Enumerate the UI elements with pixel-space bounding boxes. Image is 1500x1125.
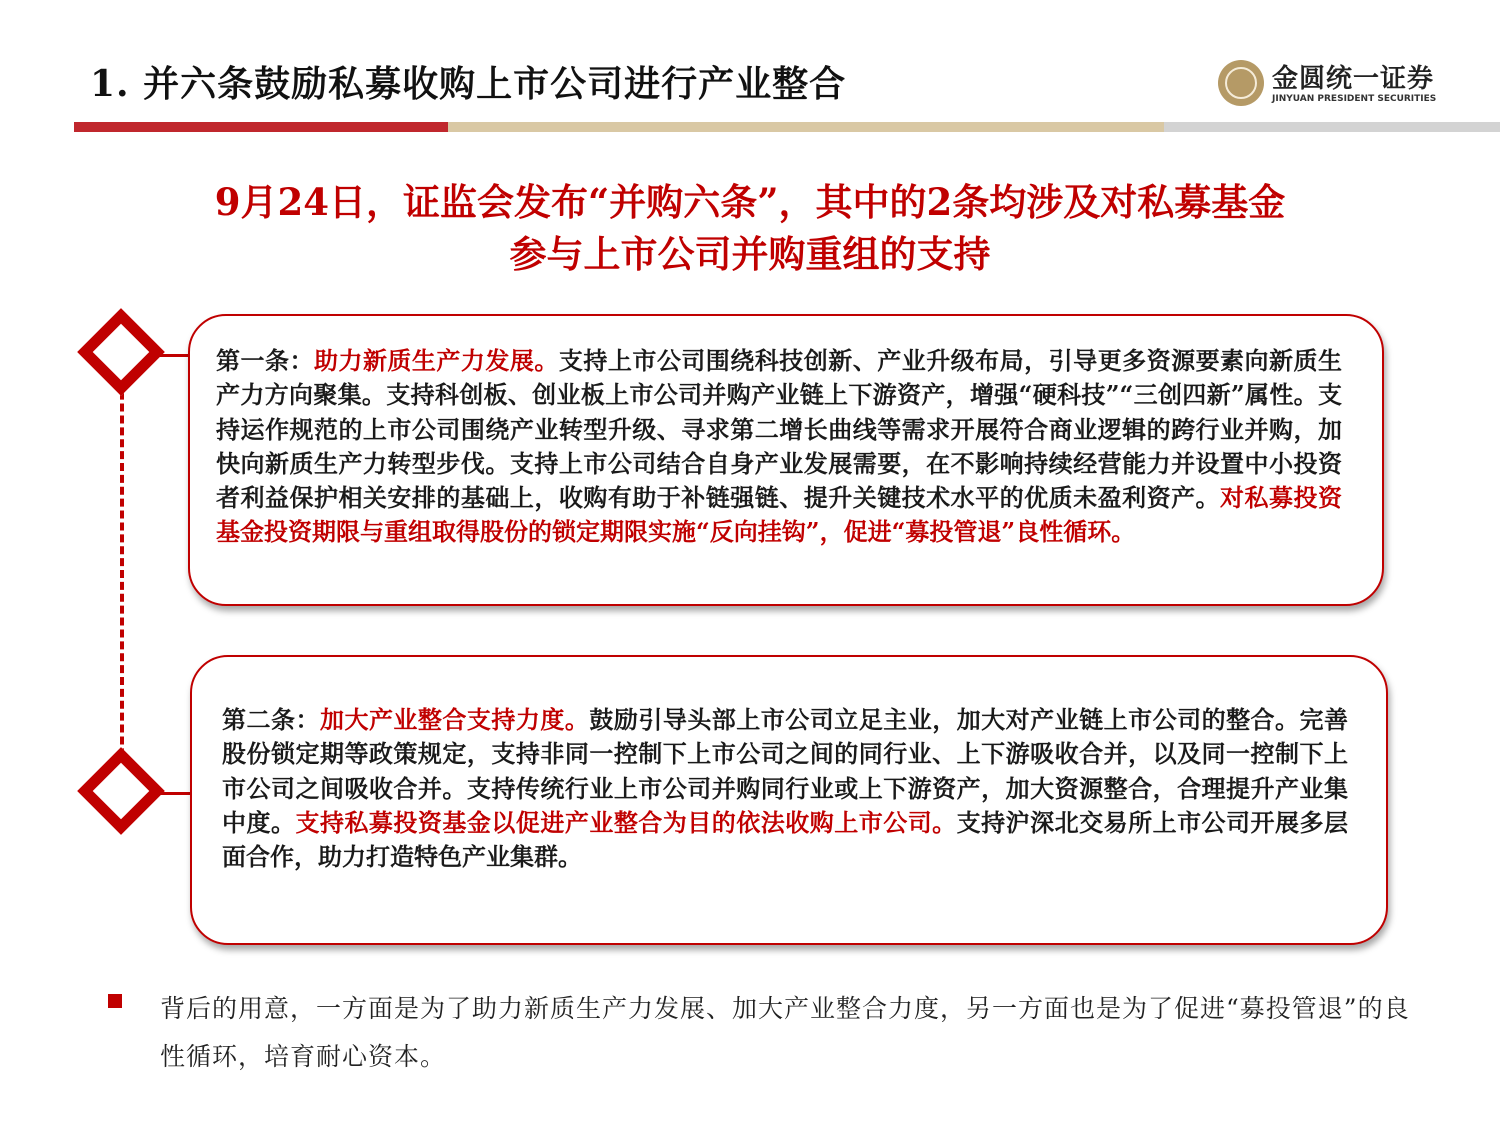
footer-bullet-text: 背后的用意，一方面是为了助力新质生产力发展、加大产业整合力度，另一方面也是为了促进“募投管退”的良性循环，培育耐心资本。 — [160, 994, 1410, 1071]
article-2-tail: 支持沪深北交易所上市公司开展多层面合作，助力打造特色产业集群。 — [222, 807, 1349, 872]
logo-subtitle: JINYUAN PRESIDENT SECURITIES — [1272, 94, 1437, 104]
company-logo — [1218, 58, 1458, 112]
headline-line-1: 9月24日，证监会发布“并购六条”，其中的2条均涉及对私募基金 — [214, 180, 1286, 224]
article-1-heading: 助力新质生产力发展。 — [313, 346, 559, 375]
article-2-lead: 第二条： — [222, 705, 320, 734]
article-2-heading: 加大产业整合支持力度。 — [319, 705, 590, 734]
article-2-highlight: 支持私募投资基金以促进产业整合为目的依法收购上市公司。 — [295, 807, 957, 837]
diamond-icon — [77, 308, 165, 396]
article-card-2 — [190, 655, 1388, 945]
timeline-connector — [150, 354, 190, 357]
logo-seal-icon — [1218, 60, 1264, 106]
article-card-1 — [188, 314, 1384, 606]
article-1-highlight: 对私募投资基金投资期限与重组取得股份的锁定期限实施“反向挂钩”，促进“募投管退”良性循环。 — [216, 483, 1343, 547]
article-2-body: 鼓励引导头部上市公司立足主业，加大对产业链上市公司的整合。完善股份锁定期等政策规定，支持非同一控制下上市公司之间的同行业、上下游吸收合并，以及同一控制下上市公司之间吸收合并。支持传统行业上市公司并购同行业或上下游资产，加大资源整合，合理提升产业集中度。 — [222, 705, 1349, 837]
timeline-dashed-line — [120, 356, 124, 792]
title-rule-tan — [448, 122, 1164, 132]
article-1-lead: 第一条： — [216, 346, 314, 375]
article-1-body: 支持上市公司围绕科技创新、产业升级布局，引导更多资源要素向新质生产力方向聚集。支持科创板、创业板上市公司并购产业链上下游资产，增强“硬科技”“三创四新”属性。支持运作规范的上市公司围绕产业转型升级、寻求第二增长曲线等需求开展符合商业逻辑的跨行业并购，加快向新质生产力转型步伐。支持上市公司结合自身产业发展需要，在不影响持续经营能力并设置中小投资者利益保护相关安排的基础上，收购有助于补链强链、提升关键技术水平的优质未盈利资产。 — [216, 346, 1343, 513]
article-2-text — [222, 703, 1348, 874]
title-rule-grey — [1164, 122, 1500, 132]
page-title: 1. 并六条鼓励私募收购上市公司进行产业整合 — [90, 63, 847, 105]
diamond-icon — [77, 747, 165, 835]
title-rule-red — [74, 122, 448, 132]
headline-line-2: 参与上市公司并购重组的支持 — [509, 232, 991, 276]
timeline-connector — [150, 792, 192, 795]
article-1-text — [216, 344, 1342, 550]
square-bullet-icon — [108, 994, 122, 1008]
headline — [100, 176, 1400, 280]
logo-name: 金圆统一证券 — [1272, 64, 1435, 94]
